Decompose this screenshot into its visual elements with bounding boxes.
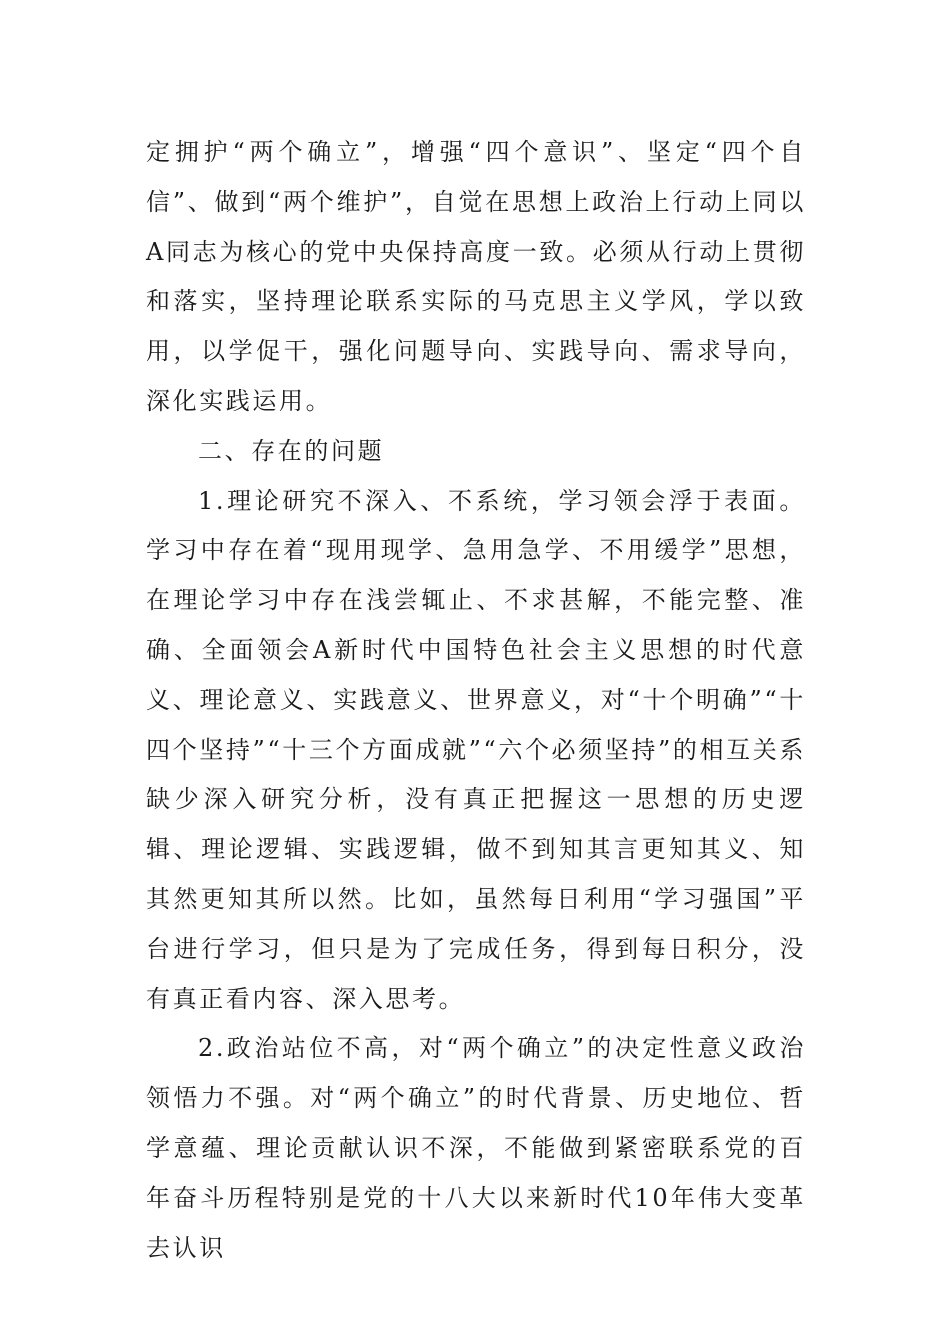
paragraph-problem-1: 1.理论研究不深入、不系统，学习领会浮于表面。学习中存在着“现用现学、急用急学、不用缓学”思想，在理论学习中存在浅尝辄止、不求甚解，不能完整、准确、全面领会A新时代中国特色社会主义思想的时代意义、理论意义、实践意义、世界意义，对“十个明确”“十四个坚持”“十三个方面成就”“六个必须坚持”的相互关系缺少深入研究分析，没有真正把握这一思想的历史逻辑、理论逻辑、实践逻辑，做不到知其言更知其义、知其然更知其所以然。比如，虽然每日利用“学习强国”平台进行学习，但只是为了完成任务，得到每日积分，没有真正看内容、深入思考。 <box>146 486 806 1013</box>
paragraph-continued: 定拥护“两个确立”，增强“四个意识”、坚定“四个自信”、做到“两个维护”，自觉在思想上政治上行动上同以A同志为核心的党中央保持高度一致。必须从行动上贯彻和落实，坚持理论联系实际的马克思主义学风，学以致用，以学促干，强化问题导向、实践导向、需求导向，深化实践运用。 <box>146 138 806 415</box>
paragraph-problem-2: 2.政治站位不高，对“两个确立”的决定性意义政治领悟力不强。对“两个确立”的时代背景、历史地位、哲学意蕴、理论贡献认识不深，不能做到紧密联系党的百年奋斗历程特别是党的十八大以来新时代10年伟大变革去认识 <box>146 1034 806 1262</box>
section-heading: 二、存在的问题 <box>198 436 385 465</box>
document-body <box>146 128 806 1273</box>
